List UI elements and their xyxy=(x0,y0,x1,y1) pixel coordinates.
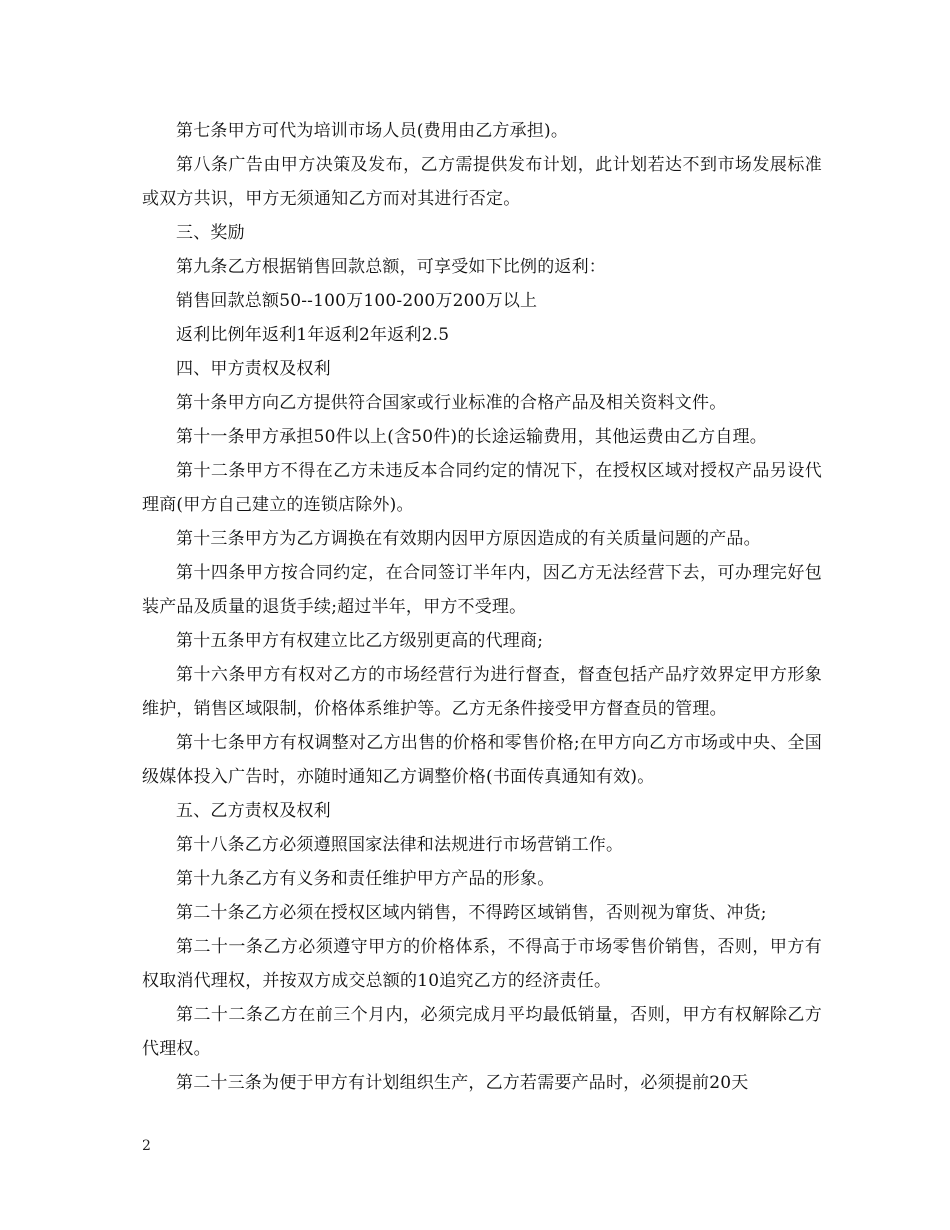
clause-11: 第十一条甲方承担50件以上(含50件)的长途运输费用，其他运费由乙方自理。 xyxy=(176,427,767,447)
rebate-ratios: 返利比例年返利1年返利2年返利2.5 xyxy=(176,325,450,345)
clause-13: 第十三条甲方为乙方调换在有效期内因甲方原因造成的有关质量问题的产品。 xyxy=(176,529,761,549)
clause-19: 第十九条乙方有义务和责任维护甲方产品的形象。 xyxy=(176,869,555,889)
clause-9: 第九条乙方根据销售回款总额，可享受如下比例的返利： xyxy=(176,257,606,277)
clause-10: 第十条甲方向乙方提供符合国家或行业标准的合格产品及相关资料文件。 xyxy=(176,393,727,413)
clause-18: 第十八条乙方必须遵照国家法律和法规进行市场营销工作。 xyxy=(176,835,624,855)
section-heading-rewards: 三、奖励 xyxy=(176,223,245,243)
clause-16: 第十六条甲方有权对乙方的市场经营行为进行督查，督查包括产品疗效界定甲方形象维护，销售区域限制，价格体系维护等。乙方无条件接受甲方督查员的管理。 xyxy=(142,665,822,719)
document-body xyxy=(142,114,822,1100)
section-heading-party-a: 四、甲方责权及权利 xyxy=(176,359,331,379)
clause-17: 第十七条甲方有权调整对乙方出售的价格和零售价格;在甲方向乙方市场或中央、全国级媒体投入广告时，亦随时通知乙方调整价格(书面传真通知有效)。 xyxy=(142,733,822,787)
clause-14: 第十四条甲方按合同约定，在合同签订半年内，因乙方无法经营下去，可办理完好包装产品及质量的退货手续;超过半年，甲方不受理。 xyxy=(142,563,822,617)
clause-20: 第二十条乙方必须在授权区域内销售，不得跨区域销售，否则视为窜货、冲货; xyxy=(176,903,767,923)
section-heading-party-b: 五、乙方责权及权利 xyxy=(176,801,331,821)
clause-22: 第二十二条乙方在前三个月内，必须完成月平均最低销量，否则，甲方有权解除乙方代理权。 xyxy=(142,1005,822,1059)
clause-8: 第八条广告由甲方决策及发布，乙方需提供发布计划，此计划若达不到市场发展标准或双方共识，甲方无须通知乙方而对其进行否定。 xyxy=(142,155,822,209)
clause-12: 第十二条甲方不得在乙方未违反本合同约定的情况下，在授权区域对授权产品另设代理商(甲方自己建立的连锁店除外)。 xyxy=(142,461,822,515)
rebate-sales-tiers: 销售回款总额50--100万100-200万200万以上 xyxy=(176,291,538,311)
clause-15: 第十五条甲方有权建立比乙方级别更高的代理商; xyxy=(176,631,544,651)
page-number: 2 xyxy=(142,1138,151,1154)
clause-21: 第二十一条乙方必须遵守甲方的价格体系，不得高于市场零售价销售，否则，甲方有权取消代理权，并按双方成交总额的10追究乙方的经济责任。 xyxy=(142,937,822,991)
clause-23: 第二十三条为便于甲方有计划组织生产，乙方若需要产品时，必须提前20天 xyxy=(176,1073,749,1093)
clause-7: 第七条甲方可代为培训市场人员(费用由乙方承担)。 xyxy=(176,121,569,141)
